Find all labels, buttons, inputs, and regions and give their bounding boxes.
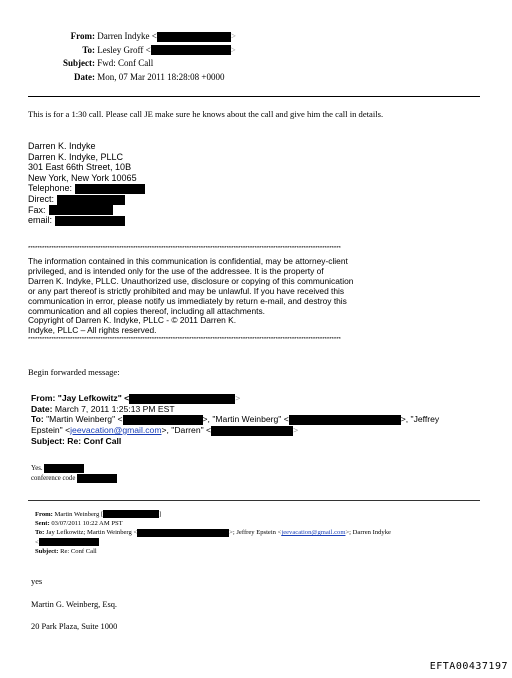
forwarded-intro: Begin forwarded message: [28,367,120,377]
fwd-subject-value: Re: Conf Call [67,435,122,446]
fwd-from-label: From: [31,393,56,403]
quoted-sent-label: Sent: [35,520,50,528]
redaction-box [39,538,99,546]
close-bracket: > [293,424,299,435]
date-label: Date: [74,71,95,82]
close-bracket: > [235,393,241,403]
quoted-from-row [35,510,391,519]
fwd-to-value: >, "Martin Weinberg" < [202,414,289,425]
quoted-sent-row [35,519,391,528]
header-subject-row [0,57,236,71]
fwd-to-value: >, "Darren" < [161,424,212,435]
redaction-box [157,32,231,42]
close-bracket: > [230,31,236,41]
signature-line: New York, New York 10065 [28,172,137,183]
subject-value: Fwd: Conf Call [97,58,154,68]
disclaimer-line: Darren K. Indyke, PLLC. Unauthorized use, disclosure or copying of this communication [28,275,354,286]
forwarded-header [31,393,439,446]
disclaimer-stars-top: ************************************************************************************************************************************** [28,246,341,252]
direct-label: Direct: [28,194,55,204]
from-value: Darren Indyke < [97,31,157,41]
header-date-row [0,71,236,85]
fwd-date-row [31,404,439,414]
disclaimer-line: The information contained in this communication is confidential, may be attorney-client [28,256,348,266]
fax-label: Fax: [28,204,46,215]
fwd-to-row-cont [31,425,439,436]
fax-row [28,205,145,216]
redaction-box [123,415,203,425]
signature-block [28,141,145,226]
direct-row [28,194,145,205]
redaction-box [151,45,231,55]
fwd-date-value: March 7, 2011 1:25:13 PM EST [54,403,175,414]
body-text: This is for a 1:30 call. Please call JE make sure he knows about the call and give him the call in details. [28,109,384,119]
disclaimer-line: communication and all copies thereof, including all attachments. [28,305,265,316]
fwd-to-value: >, "Jeffrey [400,414,440,425]
fwd-subject-label: Subject: [31,435,65,446]
disclaimer-line: privileged, and is intended only for the use of the addressee. It is the property of [28,265,324,276]
to-value: Lesley Groff < [97,44,151,55]
fwd-subject-row [31,436,439,446]
conference-code-label: conference code [31,475,76,483]
reply-yes-row [31,464,117,474]
disclaimer-stars-bottom: ************************************************************************************************************************************** [28,337,341,343]
quoted-to-value: >; Darren Indyke [345,529,391,537]
fwd-to-label: To: [31,414,44,425]
quoted-lt: < [35,538,39,546]
tail-yes: yes [31,577,43,586]
telephone-row [28,183,145,194]
close-bracket: ] [159,511,162,518]
header-from-row [0,30,236,44]
fwd-date-label: Date: [31,403,53,414]
disclaimer-line: Copyright of Darren K. Indyke, PLLC - © 2011 Darren K. [28,315,237,326]
document-id: EFTA00437197 [429,661,508,672]
telephone-label: Telephone: [28,183,73,194]
disclaimer-block [28,257,353,336]
signature-line: Darren K. Indyke [28,141,96,151]
reply-code-row [31,474,117,484]
quoted-subject-value: Re: Conf Call [60,547,97,555]
quoted-to-value: >; Jeffrey Epstein < [229,529,282,537]
disclaimer-line: or any part thereof is strictly prohibited and may be unlawful. If you have received this [28,285,345,296]
redaction-box [77,474,117,483]
quoted-to-value: Jay Lefkowitz; Martin Weinberg < [45,529,138,537]
quoted-from-label: From: [35,511,53,518]
fwd-email-link[interactable]: jeevacation@gmail.com [70,424,162,435]
fwd-from-value: "Jay Lefkowitz" < [57,393,130,403]
fwd-from-row [31,393,439,404]
tail-address: 20 Park Plaza, Suite 1000 [31,622,118,631]
quoted-sent-value: 03/07/2011 10:22 AM PST [51,520,123,528]
from-label: From: [70,31,95,41]
quoted-email-link[interactable]: jeevacation@gmail.com [281,529,346,537]
quoted-to-label: To: [35,529,45,537]
header-divider [28,96,480,97]
quoted-to-row-cont [35,538,391,547]
redaction-box [75,184,145,194]
to-label: To: [82,44,95,55]
signature-line: Darren K. Indyke, PLLC [28,151,124,162]
email-label: email: [28,215,53,226]
disclaimer-line: communication in error, please notify us immediately by return e-mail, and destroy this [28,295,347,306]
header-to-row [0,44,236,58]
redaction-box [211,426,293,436]
redaction-box [289,415,401,425]
quoted-to-row [35,528,391,537]
redaction-box [103,510,162,518]
fwd-to-value: "Martin Weinberg" < [46,414,123,425]
redaction-box [49,205,113,215]
reply-yes: Yes. [31,465,43,473]
email-row [28,215,145,226]
quoted-subject-label: Subject: [35,547,59,555]
disclaimer-line: Indyke, PLLC – All rights reserved. [28,325,157,336]
redaction-box [137,529,229,537]
close-bracket: > [230,44,236,55]
quoted-from-value: Martin Weinberg [ [54,511,104,518]
email-header [0,30,236,84]
reply-block [31,464,117,484]
quoted-header [35,510,391,556]
quote-divider [28,500,480,501]
quoted-subject-row [35,547,391,556]
subject-label: Subject: [63,58,95,68]
redaction-box [55,216,125,226]
fwd-to-row [31,414,439,425]
redaction-box [57,195,125,205]
redaction-box [129,394,235,404]
signature-line: 301 East 66th Street, 10B [28,162,132,173]
fwd-to-value: Epstein" < [31,424,71,435]
tail-name: Martin G. Weinberg, Esq. [31,600,118,609]
redaction-box [44,464,84,473]
date-value: Mon, 07 Mar 2011 18:28:08 +0000 [97,71,225,82]
